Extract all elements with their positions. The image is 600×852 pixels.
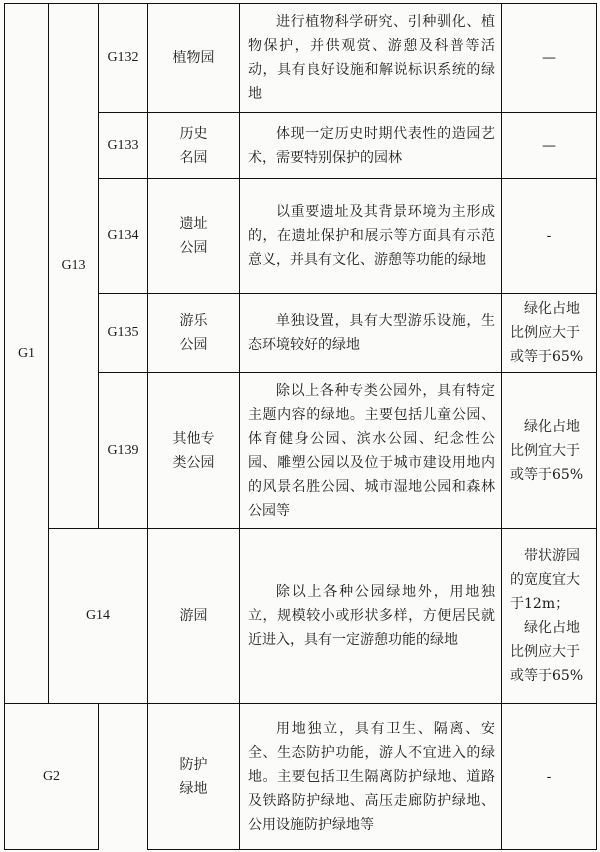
category-name-line: 防护 (179, 756, 208, 773)
class-code-minor: G135 (99, 294, 148, 373)
description-text: 单独设置，具有大型游乐设施，生态环境较好的绿地 (248, 313, 495, 353)
category-note (502, 529, 597, 704)
empty-cell (99, 704, 148, 850)
note-text: 带状游园的宽度宜大于12m； (510, 548, 580, 612)
class-code-medium-g13: G13 (49, 4, 99, 529)
green-space-classification-table (4, 3, 597, 850)
category-name-line: 游乐 (179, 313, 208, 329)
class-code-major-g2: G2 (5, 704, 99, 850)
class-code-minor: G134 (99, 179, 148, 294)
category-name (148, 179, 240, 294)
table-row (5, 4, 597, 113)
description-text: 进行植物科学研究、引种驯化、植物保护，并供观赏、游憩及科普等活动，具有良好设施和解说标识系统的绿地 (248, 14, 495, 102)
category-note: - (502, 704, 597, 850)
category-name-line: 绿地 (179, 780, 208, 797)
category-name-line: 公园 (179, 240, 208, 256)
category-name-line: 其他专 (172, 430, 215, 447)
category-name (148, 294, 240, 373)
category-name (148, 373, 240, 529)
category-note: — (502, 4, 597, 113)
category-name-text: 游园 (179, 608, 208, 624)
category-description (240, 113, 502, 179)
category-note (502, 373, 597, 529)
note-text: 绿化占地比例应大于或等于65% (510, 620, 584, 684)
category-description (240, 294, 502, 373)
category-name-text: 植物园 (172, 50, 215, 66)
class-code-medium-g14: G14 (49, 529, 148, 704)
category-name-line: 类公园 (172, 454, 215, 471)
category-note: — (502, 113, 597, 179)
category-name-line: 名园 (179, 149, 208, 166)
table-row (5, 704, 597, 850)
category-name (148, 704, 240, 850)
table-row (5, 529, 597, 704)
category-description (240, 704, 502, 850)
category-name-line: 历史 (179, 125, 208, 142)
description-text: 用地独立，具有卫生、隔离、安全、生态防护功能，游人不宜进入的绿地。主要包括卫生隔离防护绿地、道路及铁路防护绿地、高压走廊防护绿地、公用设施防护绿地等 (248, 720, 495, 833)
category-name (148, 4, 240, 113)
class-code-major-g1: G1 (5, 4, 49, 704)
category-name (148, 529, 240, 704)
category-description (240, 529, 502, 704)
category-name-line: 遗址 (179, 216, 208, 232)
category-description (240, 373, 502, 529)
description-text: 除以上各种公园绿地外，用地独立，规模较小或形状多样，方便居民就近进入，具有一定游憩功能的绿地 (248, 584, 495, 648)
class-code-minor: G132 (99, 4, 148, 113)
description-text: 以重要遗址及其背景环境为主形成的，在遗址保护和展示等方面具有示范意义，并具有文化、游憩等功能的绿地 (248, 204, 495, 268)
category-description (240, 4, 502, 113)
category-name-line: 公园 (179, 337, 208, 353)
category-description (240, 179, 502, 294)
class-code-minor: G139 (99, 373, 148, 529)
description-text: 除以上各种专类公园外，具有特定主题内容的绿地。主要包括儿童公园、体育健身公园、滨水公园、纪念性公园、雕塑公园以及位于城市建设用地内的风景名胜公园、城市湿地公园和森林公园等 (248, 382, 495, 519)
category-name (148, 113, 240, 179)
description-text: 体现一定历史时期代表性的造园艺术，需要特别保护的园林 (248, 125, 495, 166)
note-text: 绿化占地比例宜大于或等于65% (510, 418, 584, 483)
class-code-minor: G133 (99, 113, 148, 179)
category-note (502, 294, 597, 373)
note-text: 绿化占地比例应大于或等于65% (510, 301, 584, 365)
category-note: - (502, 179, 597, 294)
